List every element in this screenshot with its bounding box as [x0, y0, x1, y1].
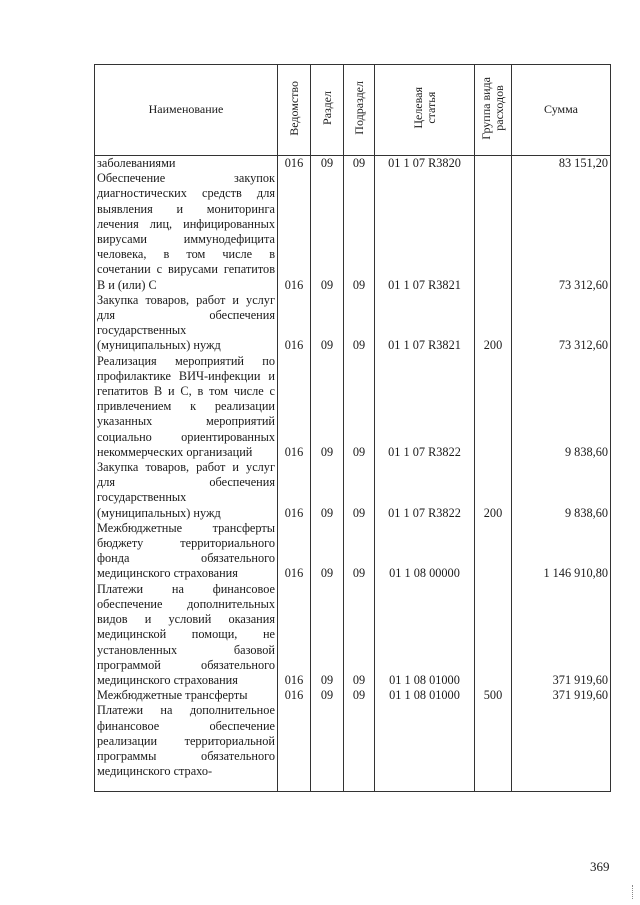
table-row — [95, 582, 611, 688]
row-vedomstvo: 016 — [278, 293, 311, 354]
row-gruppa — [475, 521, 512, 582]
table-row — [95, 688, 611, 703]
row-summa — [512, 703, 611, 779]
row-summa: 83 151,20 — [512, 156, 611, 172]
row-tselevaya-statya: 01 1 07 R3822 — [375, 354, 475, 460]
row-razdel: 09 — [311, 582, 344, 688]
spacer-cell — [344, 779, 375, 792]
scan-edge-mark — [632, 885, 634, 899]
spacer-cell — [311, 779, 344, 792]
row-podrazdel — [344, 703, 375, 779]
row-razdel: 09 — [311, 521, 344, 582]
row-podrazdel: 09 — [344, 582, 375, 688]
row-name: Межбюджетные трансферты бюджету территориального фонда обязательного медицинского страхования — [95, 521, 278, 582]
row-name: Платежи на финансовое обеспечение дополнительных видов и условий оказания медицинской помощи, не установленных базовой программой обязательного медицинского страхования — [95, 582, 278, 688]
table-row — [95, 354, 611, 460]
row-podrazdel: 09 — [344, 171, 375, 293]
spacer-cell — [95, 779, 278, 792]
header-vedomstvo: Ведомство — [278, 65, 311, 156]
table-row — [95, 521, 611, 582]
spacer-cell — [375, 779, 475, 792]
spacer-cell — [512, 779, 611, 792]
row-podrazdel: 09 — [344, 521, 375, 582]
row-podrazdel: 09 — [344, 156, 375, 172]
row-summa: 73 312,60 — [512, 293, 611, 354]
row-gruppa — [475, 156, 512, 172]
row-tselevaya-statya: 01 1 08 01000 — [375, 688, 475, 703]
header-razdel: Раздел — [311, 65, 344, 156]
row-razdel: 09 — [311, 460, 344, 521]
row-vedomstvo — [278, 703, 311, 779]
row-tselevaya-statya: 01 1 08 00000 — [375, 521, 475, 582]
row-summa: 9 838,60 — [512, 460, 611, 521]
row-razdel: 09 — [311, 156, 344, 172]
row-summa: 9 838,60 — [512, 354, 611, 460]
row-summa: 1 146 910,80 — [512, 521, 611, 582]
row-tselevaya-statya: 01 1 07 R3821 — [375, 171, 475, 293]
row-tselevaya-statya: 01 1 07 R3821 — [375, 293, 475, 354]
row-name: Платежи на дополнительное финансовое обеспечение реализации территориальной программы обязательного медицинского страхо- — [95, 703, 278, 779]
row-tselevaya-statya: 01 1 08 01000 — [375, 582, 475, 688]
row-razdel — [311, 703, 344, 779]
row-summa: 73 312,60 — [512, 171, 611, 293]
row-name: Реализация мероприятий по профилактике ВИЧ-инфекции и гепатитов В и С, в том числе с привлечением к реализации указанных мероприятий социально ориентированных некоммерческих организаций — [95, 354, 278, 460]
table-row — [95, 460, 611, 521]
row-vedomstvo: 016 — [278, 171, 311, 293]
row-razdel: 09 — [311, 354, 344, 460]
row-vedomstvo: 016 — [278, 582, 311, 688]
header-summa: Сумма — [512, 65, 611, 156]
row-podrazdel: 09 — [344, 460, 375, 521]
row-vedomstvo: 016 — [278, 156, 311, 172]
row-vedomstvo: 016 — [278, 354, 311, 460]
row-gruppa — [475, 703, 512, 779]
row-podrazdel: 09 — [344, 688, 375, 703]
budget-table — [94, 64, 611, 792]
row-summa: 371 919,60 — [512, 582, 611, 688]
row-gruppa: 200 — [475, 293, 512, 354]
row-name: заболеваниями — [95, 156, 278, 172]
row-gruppa — [475, 171, 512, 293]
row-tselevaya-statya — [375, 703, 475, 779]
row-name: Закупка товаров, работ и услуг для обеспечения государственных (муниципальных) нужд — [95, 293, 278, 354]
page-number: 369 — [590, 859, 610, 874]
row-tselevaya-statya: 01 1 07 R3822 — [375, 460, 475, 521]
row-vedomstvo: 016 — [278, 460, 311, 521]
row-razdel: 09 — [311, 171, 344, 293]
table-row — [95, 703, 611, 779]
row-summa: 371 919,60 — [512, 688, 611, 703]
header-tselevaya-statya: Целевая статья — [375, 65, 475, 156]
table-header-row — [95, 65, 611, 156]
row-name: Закупка товаров, работ и услуг для обеспечения государственных (муниципальных) нужд — [95, 460, 278, 521]
header-name: Наименование — [95, 65, 278, 156]
row-name: Обеспечение закупок диагностических средств для выявления и мониторинга лечения лиц, инфицированных вирусами иммунодефицита человека, в том числе в сочетании с вирусами гепатитов В и (или) С — [95, 171, 278, 293]
table-row — [95, 293, 611, 354]
table-bottom-spacer — [95, 779, 611, 792]
row-gruppa — [475, 354, 512, 460]
table-row — [95, 171, 611, 293]
row-razdel: 09 — [311, 688, 344, 703]
row-vedomstvo: 016 — [278, 521, 311, 582]
row-razdel: 09 — [311, 293, 344, 354]
row-gruppa — [475, 582, 512, 688]
table-row — [95, 156, 611, 172]
header-gruppa-vida-raskhodov: Группа вида расходов — [475, 65, 512, 156]
row-gruppa: 500 — [475, 688, 512, 703]
row-name: Межбюджетные трансферты — [95, 688, 278, 703]
header-podrazdel: Подраздел — [344, 65, 375, 156]
spacer-cell — [278, 779, 311, 792]
row-gruppa: 200 — [475, 460, 512, 521]
row-tselevaya-statya: 01 1 07 R3820 — [375, 156, 475, 172]
row-podrazdel: 09 — [344, 293, 375, 354]
row-vedomstvo: 016 — [278, 688, 311, 703]
spacer-cell — [475, 779, 512, 792]
row-podrazdel: 09 — [344, 354, 375, 460]
